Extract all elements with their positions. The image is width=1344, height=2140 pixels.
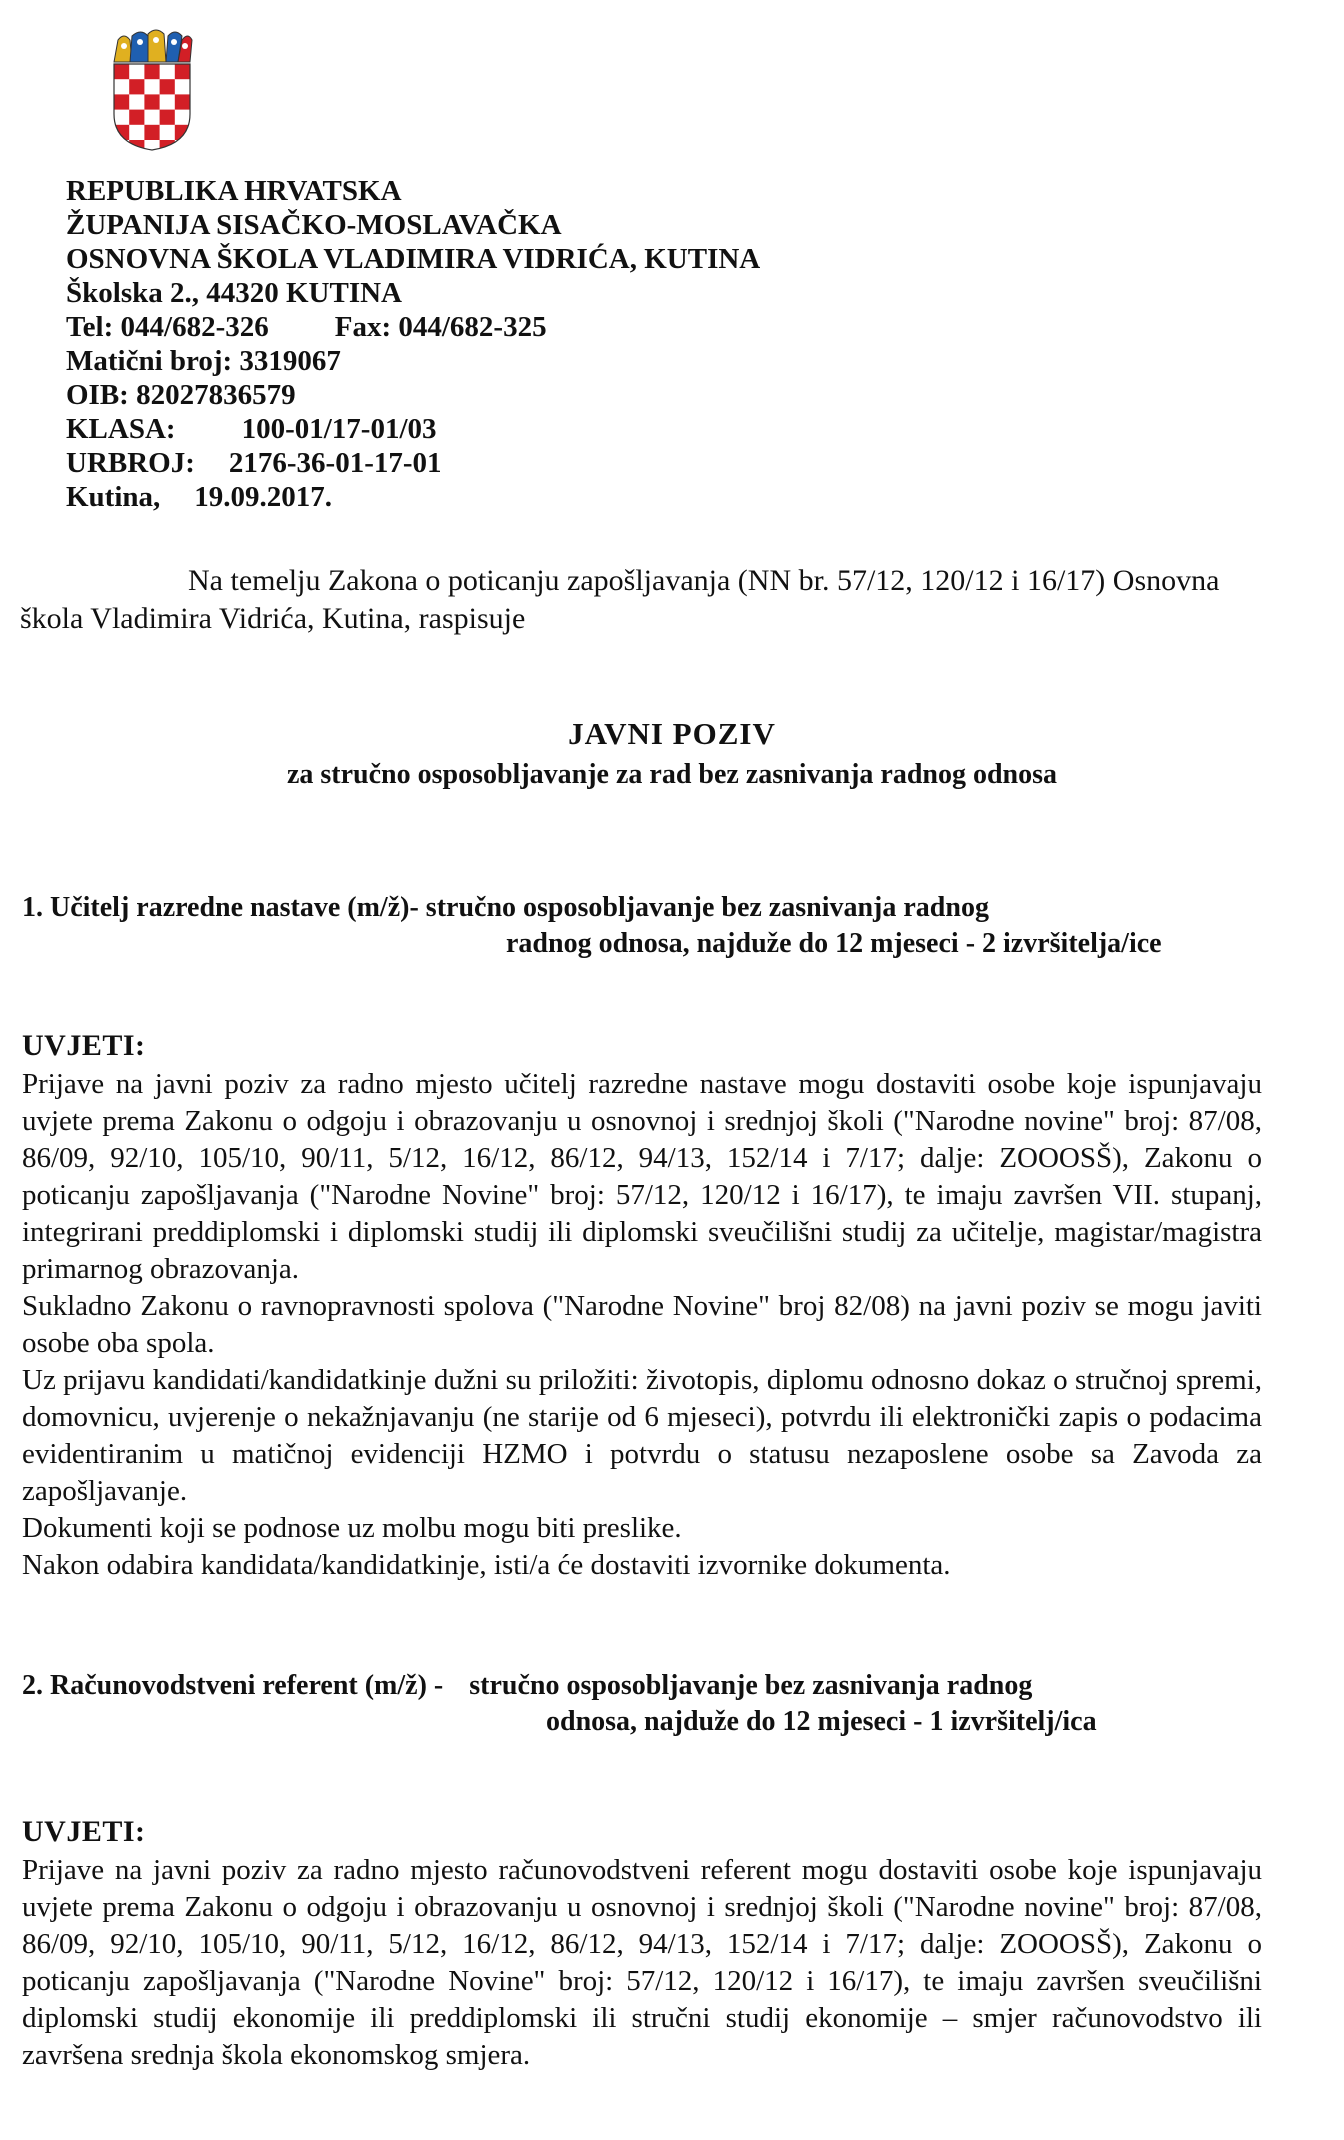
header-oib: OIB: 82027836579 [66, 379, 296, 411]
position-2-conditions [22, 1852, 1262, 2074]
position-2-line-1 [22, 1668, 1097, 1704]
date-label: Kutina, [66, 481, 161, 513]
klasa-value: 100-01/17-01/03 [241, 413, 437, 445]
title-main: JAVNI POZIV [568, 716, 776, 751]
position-1-desc-1: stručno osposobljavanje bez zasnivanja radnog [425, 892, 989, 923]
position-1-heading [22, 890, 1162, 962]
position-1-desc-2: radnog odnosa, najduže do 12 mjeseci - 2 izvršitelja/ice [506, 928, 1162, 959]
position-1-conditions [22, 1066, 1262, 1584]
header-date [66, 480, 966, 514]
position-1-paragraph-5: Nakon odabira kandidata/kandidatkinje, isti/a će dostaviti izvornike dokumenta. [22, 1549, 951, 1581]
header-urbroj [66, 446, 966, 480]
crest-shield [114, 64, 190, 152]
position-2-desc-2: odnosa, najduže do 12 mjeseci - 1 izvršitelj/ica [546, 1706, 1097, 1737]
header-phone-fax [66, 310, 966, 344]
position-2-heading [22, 1668, 1097, 1740]
position-2-uvjeti-heading: UVJETI: [22, 1815, 146, 1848]
header-klasa [66, 412, 966, 446]
title-sub: za stručno osposobljavanje za rad bez zasnivanja radnog odnosa [286, 759, 1058, 790]
position-1-paragraph-1: Prijave na javni poziv za radno mjesto učitelj razredne nastave mogu dostaviti osobe koje ispunjavaju uvjete prema Zakonu o odgoju i obrazovanju u osnovnoj i srednjoj školi ("Narodne novine" broj: 87/08, 86/09, 92/10, 105/10, 90/11, 5/12, 16/12, 86/12, 94/13, 152/14 i 7/17; dalje: ZOOOSŠ), Zakonu o poticanju zapošljavanja ("Narodne Novine" broj: 57/12, 120/12 i 16/17), te imaju završen VII. stupanj, integrirani preddiplomski i diplomski studij ili diplomski sveučilišni studij za učitelje, magistar/magistra primarnog obrazovanja. [22, 1068, 1262, 1285]
header-address: Školska 2., 44320 KUTINA [66, 277, 402, 309]
position-2-desc-1: stručno osposobljavanje bez zasnivanja radnog [469, 1670, 1033, 1701]
intro-line-2: škola Vladimira Vidrića, Kutina, raspisuje [20, 602, 526, 635]
position-2-label: 2. Računovodstveni referent (m/ž) - [22, 1670, 444, 1701]
position-1-label: 1. Učitelj razredne nastave (m/ž)- [22, 892, 419, 923]
crest-crown [114, 30, 192, 62]
intro-text [20, 562, 1326, 638]
urbroj-label: URBROJ: [66, 447, 195, 479]
header-school: OSNOVNA ŠKOLA VLADIMIRA VIDRIĆA, KUTINA [66, 243, 761, 275]
header-county: ŽUPANIJA SISAČKO-MOSLAVAČKA [66, 209, 562, 241]
position-2-paragraph-1: Prijave na javni poziv za radno mjesto računovodstveni referent mogu dostaviti osobe koje ispunjavaju uvjete prema Zakonu o odgoju i obrazovanju u osnovnoj i srednjoj školi ("Narodne novine" broj: 87/08, 86/09, 92/10, 105/10, 90/11, 5/12, 16/12, 86/12, 94/13, 152/14 i 7/17; dalje: ZOOOSŠ), Zakonu o poticanju zapošljavanja ("Narodne Novine" broj: 57/12, 120/12 i 16/17), te imaju završen sveučilišni diplomski studij ekonomije ili preddiplomski ili stručni studij ekonomije – smjer računovodstvo ili završena srednja škola ekonomskog smjera. [22, 1854, 1262, 2071]
urbroj-value: 2176-36-01-17-01 [228, 447, 442, 479]
coat-of-arms-icon [108, 22, 196, 152]
klasa-label: KLASA: [66, 413, 176, 445]
header-country: REPUBLIKA HRVATSKA [66, 175, 402, 207]
header-tel: Tel: 044/682-326 [66, 311, 269, 343]
position-1-paragraph-2: Sukladno Zakonu o ravnopravnosti spolova ("Narodne Novine" broj 82/08) na javni poziv se mogu javiti osobe oba spola. [22, 1290, 1262, 1359]
date-value: 19.09.2017. [194, 481, 333, 513]
document-title [0, 714, 1344, 794]
position-1-paragraph-3: Uz prijavu kandidati/kandidatkinje dužni su priložiti: životopis, diplomu odnosno dokaz o stručnoj spremi, domovnicu, uvjerenje o nekažnjavanju (ne starije od 6 mjeseci), potvrdu ili elektronički zapis o podacima evidentiranim u matičnoj evidenciji HZMO i potvrdu o statusu nezaposlene osobe sa Zavoda za zapošljavanje. [22, 1364, 1262, 1507]
header-maticni: Matični broj: 3319067 [66, 345, 341, 377]
header-fax: Fax: 044/682-325 [334, 311, 547, 343]
intro-line-1: Na temelju Zakona o poticanju zapošljavanja (NN br. 57/12, 120/12 i 16/17) Osnovna [188, 564, 1220, 597]
position-1-paragraph-4: Dokumenti koji se podnose uz molbu mogu biti preslike. [22, 1512, 682, 1544]
letterhead [66, 174, 966, 514]
position-1-line-1 [22, 890, 1162, 926]
position-1-uvjeti-heading: UVJETI: [22, 1029, 146, 1062]
